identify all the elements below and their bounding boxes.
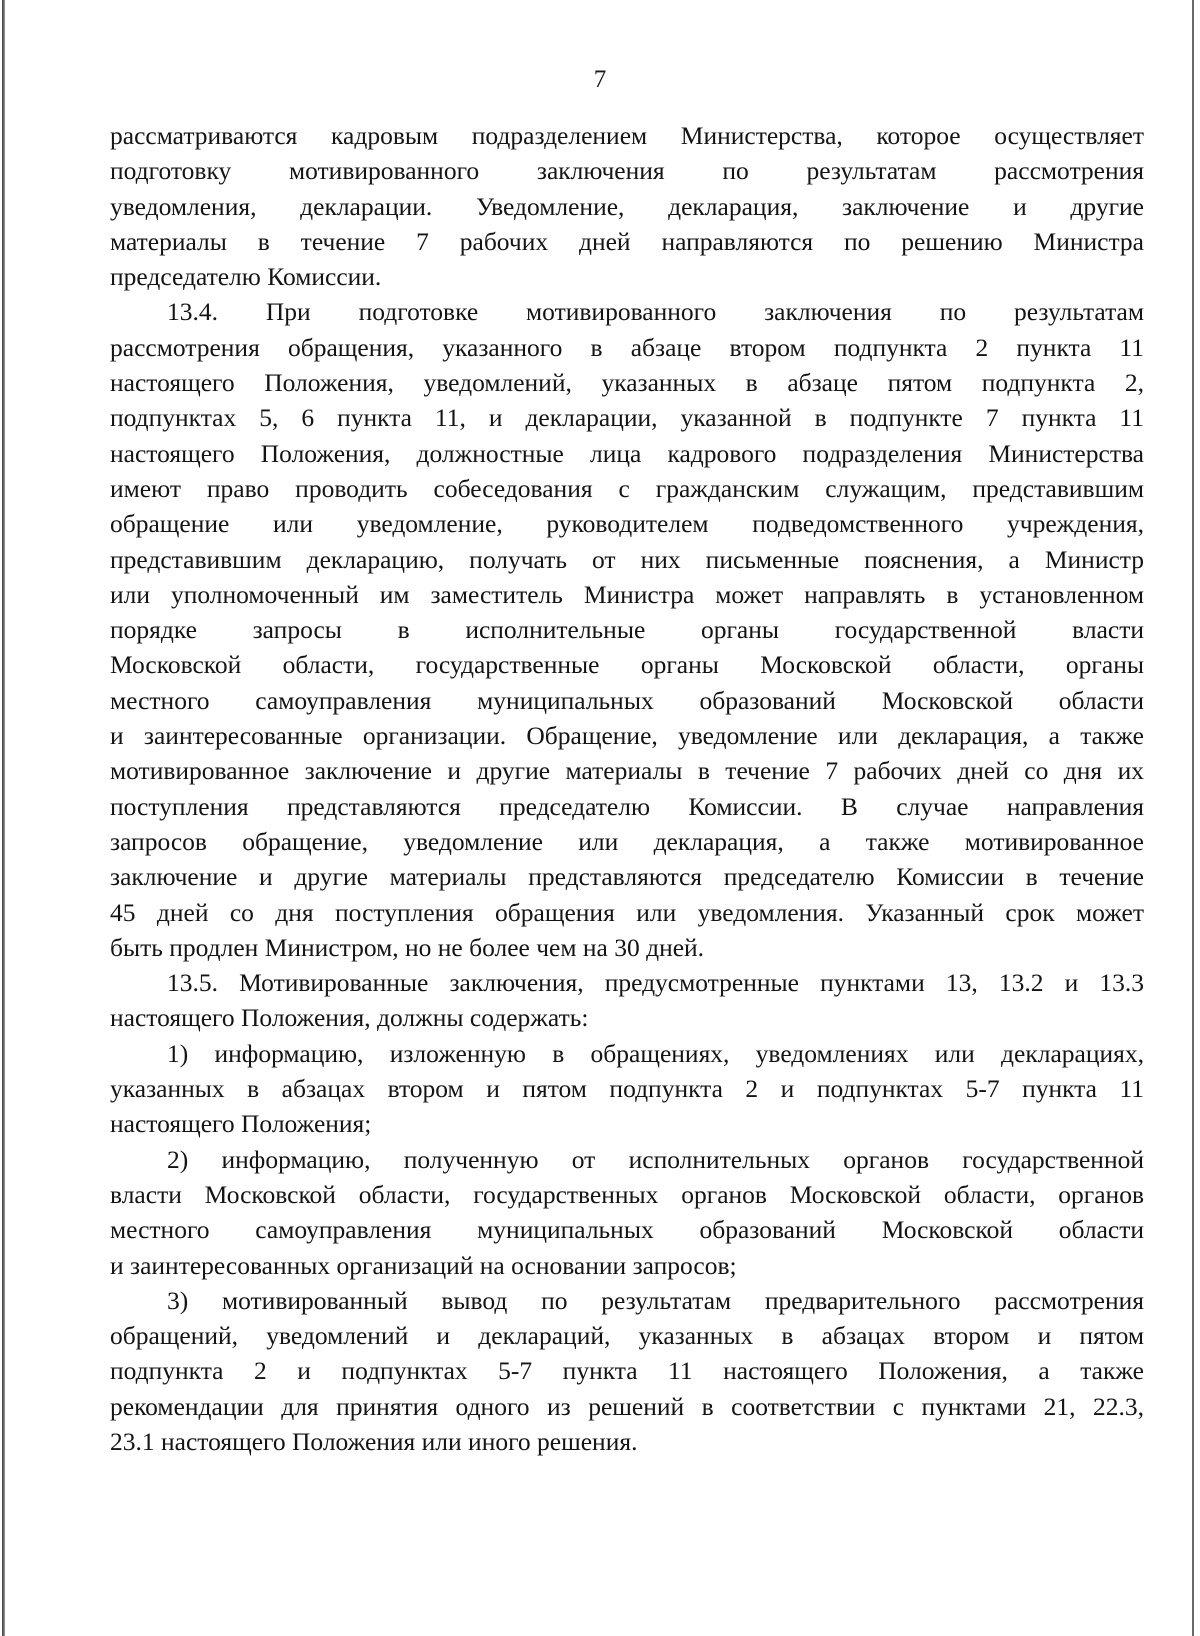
text-line: быть продлен Министром, но не более чем на 30 дней. <box>110 932 705 962</box>
text-line: обращений, уведомлений и деклараций, указанных в абзацах втором и пятом <box>110 1321 1144 1351</box>
text-line: рассмотрения обращения, указанного в абзаце втором подпункта 2 пункта 11 <box>110 332 1144 362</box>
text-line: материалы в течение 7 рабочих дней направляются по решению Министра <box>110 226 1144 256</box>
text-line: уведомления, декларации. Уведомление, декларация, заключение и другие <box>110 191 1144 221</box>
paragraph-p-item-1 <box>110 1036 1144 1142</box>
text-line: настоящего Положения, должностные лица кадрового подразделения Министерства <box>110 438 1144 468</box>
text-line: рекомендации для принятия одного из решений в соответствии с пунктами 21, 22.3, <box>110 1391 1144 1421</box>
text-line: 13.4. При подготовке мотивированного заключения по результатам <box>167 297 1144 327</box>
page-number: 7 <box>593 66 607 93</box>
paragraph-p-13-5 <box>110 965 1144 1036</box>
text-line: подпунктах 5, 6 пункта 11, и декларации, указанной в подпункте 7 пункта 11 <box>110 403 1144 433</box>
document-body <box>110 118 1144 1459</box>
text-line: поступления представляются председателю Комиссии. В случае направления <box>110 791 1144 821</box>
text-line: местного самоуправления муниципальных образований Московской области <box>110 685 1144 715</box>
text-line: 13.5. Мотивированные заключения, предусмотренные пунктами 13, 13.2 и 13.3 <box>167 968 1144 998</box>
text-line: или уполномоченный им заместитель Министра может направлять в установленном <box>110 579 1144 609</box>
text-line: рассматриваются кадровым подразделением Министерства, которое осуществляет <box>110 121 1144 150</box>
scan-edge-right <box>1192 0 1194 1636</box>
text-line: мотивированное заключение и другие материалы в течение 7 рабочих дней со дня их <box>110 756 1144 786</box>
text-line: заключение и другие материалы представляются председателю Комиссии в течение <box>110 862 1144 892</box>
text-line: 45 дней со дня поступления обращения или уведомления. Указанный срок может <box>110 897 1144 927</box>
paragraph-p-item-3 <box>110 1283 1144 1459</box>
text-line: настоящего Положения; <box>110 1109 372 1139</box>
text-line: имеют право проводить собеседования с гражданским служащим, представившим <box>110 473 1144 503</box>
paragraph-p-continuation <box>110 118 1144 294</box>
text-line: 2) информацию, полученную от исполнительных органов государственной <box>167 1144 1144 1174</box>
text-line: настоящего Положения, должны содержать: <box>110 1003 589 1033</box>
scan-edge-left <box>2 0 5 1636</box>
text-line: местного самоуправления муниципальных образований Московской области <box>110 1215 1144 1245</box>
text-line: 3) мотивированный вывод по результатам предварительного рассмотрения <box>167 1285 1144 1315</box>
text-line: подпункта 2 и подпунктах 5-7 пункта 11 настоящего Положения, а также <box>110 1356 1144 1386</box>
text-line: 1) информацию, изложенную в обращениях, уведомлениях или декларациях, <box>167 1038 1144 1068</box>
text-line: власти Московской области, государственных органов Московской области, органов <box>110 1179 1144 1209</box>
text-line: настоящего Положения, уведомлений, указанных в абзаце пятом подпункта 2, <box>110 368 1144 398</box>
text-line: представившим декларацию, получать от них письменные пояснения, а Министр <box>110 544 1144 574</box>
text-line: подготовку мотивированного заключения по результатам рассмотрения <box>110 156 1144 186</box>
text-line: указанных в абзацах втором и пятом подпункта 2 и подпунктах 5-7 пункта 11 <box>110 1074 1144 1104</box>
text-line: и заинтересованных организаций на основании запросов; <box>110 1250 737 1280</box>
paragraph-p-13-4 <box>110 294 1144 965</box>
text-line: 23.1 настоящего Положения или иного решения. <box>110 1426 638 1456</box>
text-line: запросов обращение, уведомление или декларация, а также мотивированное <box>110 826 1144 856</box>
text-line: и заинтересованные организации. Обращение, уведомление или декларация, а также <box>110 721 1144 751</box>
text-line: Московской области, государственные органы Московской области, органы <box>110 650 1144 680</box>
text-line: председателю Комиссии. <box>110 262 382 292</box>
text-line: обращение или уведомление, руководителем подведомственного учреждения, <box>110 509 1144 539</box>
text-line: порядке запросы в исполнительные органы государственной власти <box>110 615 1144 645</box>
paragraph-p-item-2 <box>110 1142 1144 1283</box>
